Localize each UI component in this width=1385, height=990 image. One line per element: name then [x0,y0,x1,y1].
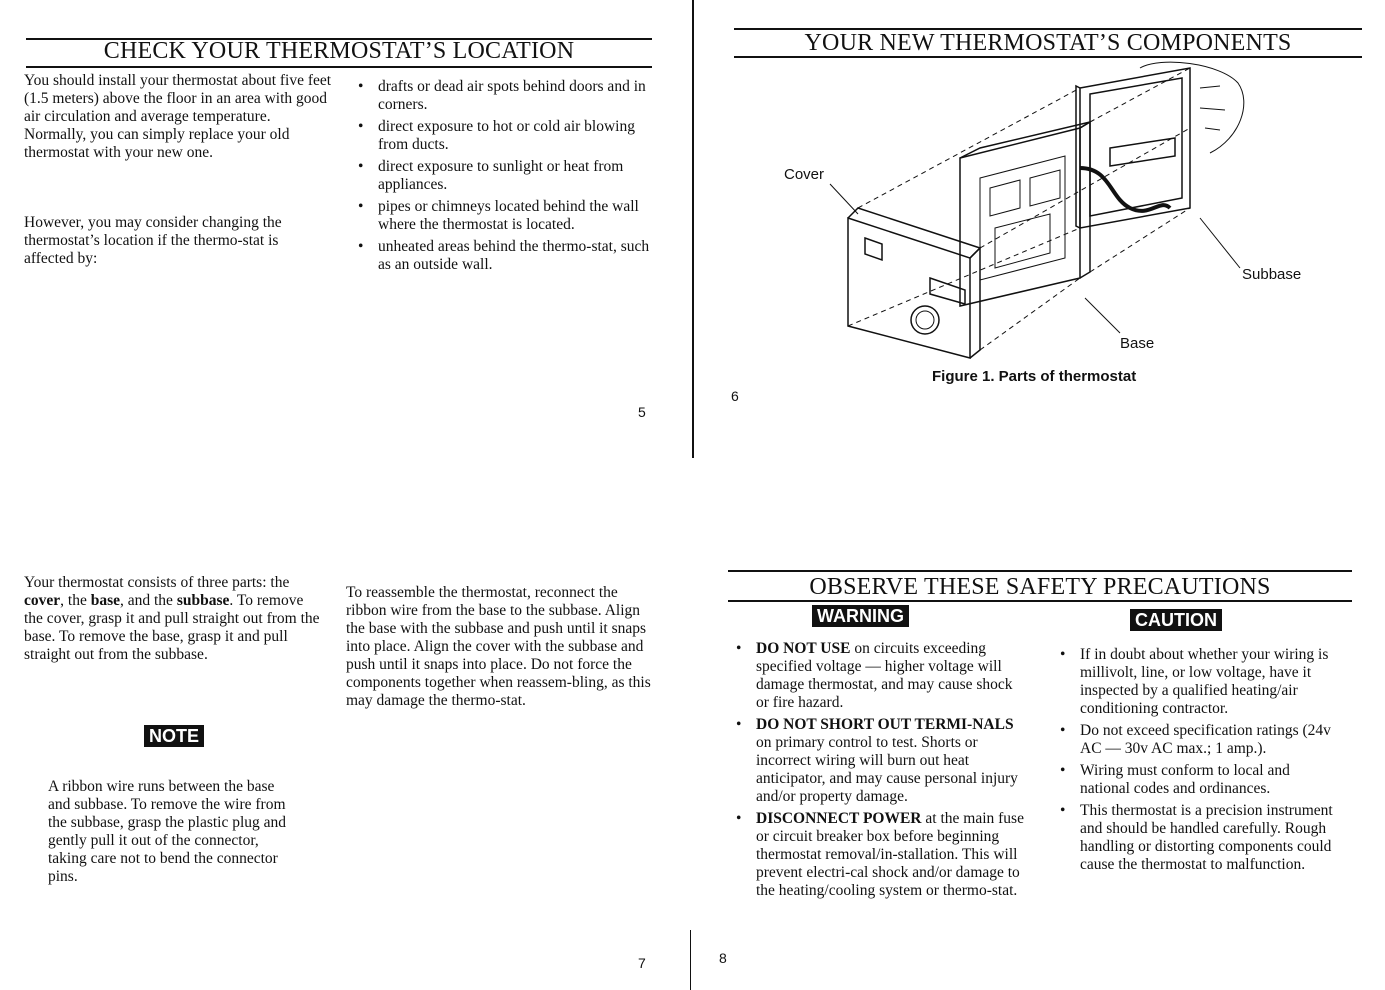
warning-text: on primary control to test. Shorts or incorrect wiring will burn out heat anticipator, and may cause personal injury and/or property damage. [756,734,1018,805]
list-item: • This thermostat is a precision instrument and should be handled carefully. Rough handling or distorting components could cause the thermostat to malfunction. [1058,802,1340,874]
page-divider-top [692,0,694,458]
page8-number: 8 [719,950,727,966]
note-badge [144,726,204,747]
note-label: NOTE [144,725,204,747]
page5-title: CHECK YOUR THERMOSTAT’S LOCATION [103,38,575,64]
page5-intro: You should install your thermostat about five feet (1.5 meters) above the floor in an area with good air circulation and average temperature. Normally, you can simply replace your old thermostat with your new one. [24,72,332,161]
page5-bullet-list [356,78,656,278]
warning-badge [812,606,909,627]
page7-para1-text-b: , the [60,592,91,609]
caution-list [1058,646,1340,878]
warning-lead: DO NOT USE [756,640,851,657]
warning-label: WARNING [812,605,909,627]
warning-list [734,640,1028,904]
cover-label: Cover [784,166,825,183]
page7-para1 [24,574,326,664]
list-item: • pipes or chimneys located behind the wall where the thermostat is located. [356,198,656,234]
page-divider-bottom [690,930,691,990]
page6-title: YOUR NEW THERMOSTAT’S COMPONENTS [804,30,1292,56]
warning-lead: DO NOT SHORT OUT TERMI-NALS [756,716,1014,733]
list-item [734,716,1028,806]
page6-number: 6 [731,388,739,404]
subbase-label: Subbase [1242,266,1302,283]
page5-number: 5 [638,404,646,420]
term-base: base [90,592,120,609]
list-item: • direct exposure to hot or cold air blowing from ducts. [356,118,656,154]
list-item: • drafts or dead air spots behind doors and in corners. [356,78,656,114]
page7-para1-text-c: , and the [120,592,177,609]
list-item: • unheated areas behind the thermo-stat, such as an outside wall. [356,238,656,274]
figure-caption: Figure 1. Parts of thermostat [932,368,1137,385]
warning-text: on circuits exceeding specified voltage — higher voltage will damage thermostat, and may cause shock or fire hazard. [756,640,1013,711]
page5-title-rule [26,66,652,68]
list-item: • If in doubt about whether your wiring is millivolt, line, or low voltage, have it inspected by a qualified heating/air conditioning contractor. [1058,646,1340,718]
list-item: • Wiring must conform to local and national codes and ordinances. [1058,762,1340,798]
page7-para2: To reassemble the thermostat, reconnect the ribbon wire from the base to the subbase. Align the base with the subbase and push until it snaps into place. Align the cover with the subbase and push until it snaps into place. Do not force the components together when reassem-bling, as this may damage the thermo-stat. [346,584,651,709]
warning-lead: DISCONNECT POWER [756,810,922,827]
caution-badge [1130,610,1222,631]
list-item: • Do not exceed specification ratings (24v AC — 30v AC max.; 1 amp.). [1058,722,1340,758]
page8-title: OBSERVE THESE SAFETY PRECAUTIONS [809,574,1271,600]
page7-para1-text-a: Your thermostat consists of three parts: the [24,574,290,591]
page7-number: 7 [638,955,646,971]
page5-consider: However, you may consider changing the thermostat’s location if the thermo-stat is affected by: [24,214,282,267]
list-item [734,810,1028,900]
note-text: A ribbon wire runs between the base and subbase. To remove the wire from the subbase, grasp the plastic plug and gently pull it out of the connector, taking care not to bend the connector pins. [48,778,287,885]
page8-title-rule-top [728,570,1352,572]
warning-text: at the main fuse or circuit breaker box before beginning thermostat removal/in-stallation. This will prevent electri-cal shock and/or damage to the heating/cooling system or thermo-stat. [756,810,1024,899]
base-label: Base [1120,335,1155,352]
term-subbase: subbase [176,592,230,609]
page8-title-rule [728,600,1352,602]
page7-para1-text-d: . To remove the cover, grasp it and pull straight out from the base. To remove the base, grasp it and pull straight out from the subbase. [24,592,320,663]
list-item: • direct exposure to sunlight or heat from appliances. [356,158,656,194]
term-cover: cover [24,592,61,609]
base-drawing [960,122,1170,306]
thermostat-parts-diagram [780,58,1260,368]
list-item [734,640,1028,712]
caution-label: CAUTION [1130,609,1222,631]
